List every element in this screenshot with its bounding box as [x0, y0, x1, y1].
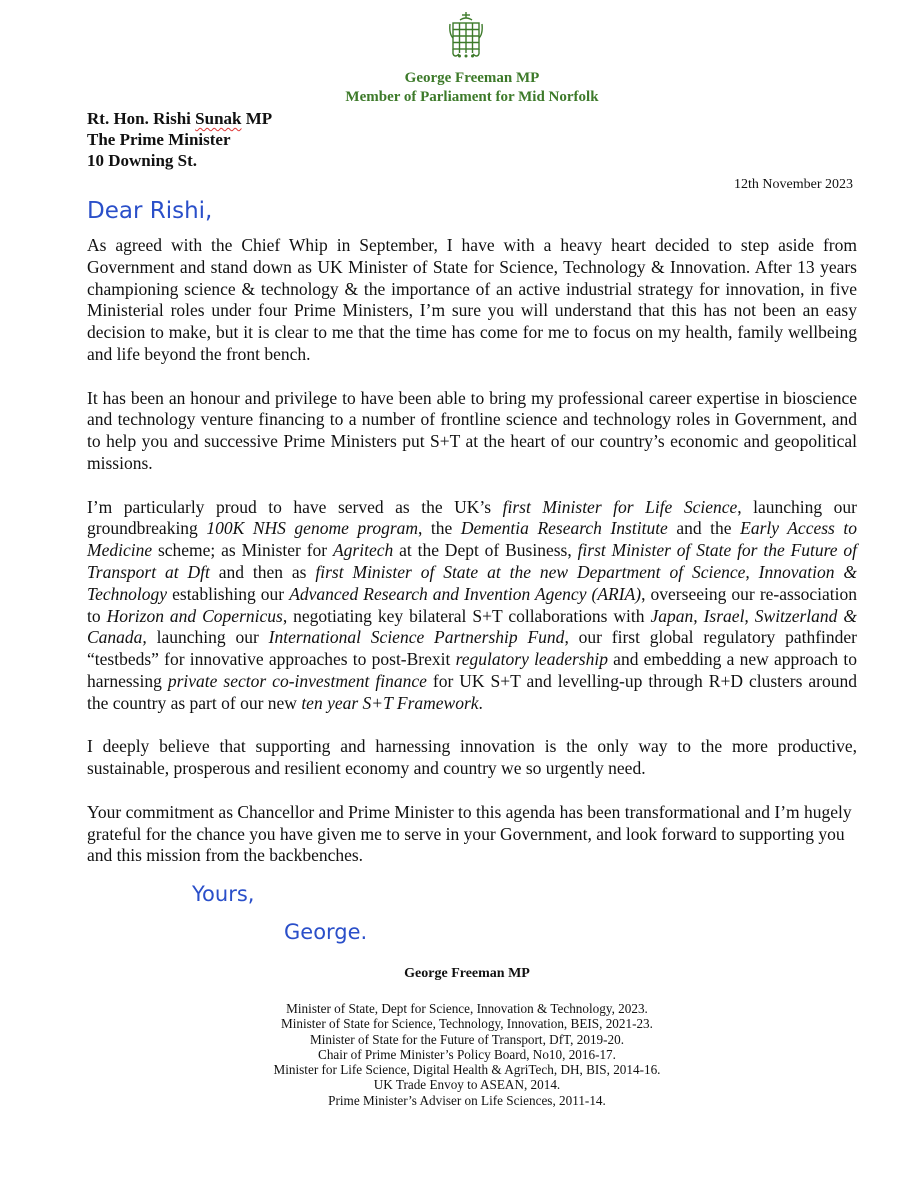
role-line: Prime Minister’s Adviser on Life Sciences, 2011-14. [328, 1092, 606, 1108]
spellcheck-underlined-word: Sunak [195, 109, 242, 128]
letterhead-title: Member of Parliament for Mid Norfolk [345, 89, 599, 105]
paragraph-2: It has been an honour and privilege to have been able to bring my professional career expertise in bioscience and technology venture financing to a number of frontline science and technology roles in Government, and to help you and successive Prime Ministers put S+T at the heart of our country’s economic and geopolitical missions. [87, 387, 857, 473]
role-line: Minister of State, Dept for Science, Innovation & Technology, 2023. [286, 1001, 648, 1016]
role-line: Minister of State for the Future of Transport, DfT, 2019-20. [309, 1031, 625, 1047]
addressee-line-2: The Prime Minister [87, 130, 231, 149]
roles-list [0, 1001, 924, 1108]
role-line: UK Trade Envoy to ASEAN, 2014. [373, 1077, 561, 1093]
handwritten-signature: George. [284, 920, 368, 944]
portcullis-crest-icon [448, 10, 484, 62]
paragraph-5: Your commitment as Chancellor and Prime Minister to this agenda has been transformational and I’m hugely grateful for the chance you have given me to serve in your Government, and look forward to supporting you and this mission from the backbenches. [87, 801, 852, 866]
handwritten-salutation: Dear Rishi, [87, 198, 213, 224]
role-line: Minister for Life Science, Digital Health & AgriTech, DH, BIS, 2014-16. [273, 1062, 661, 1078]
role-line: Minister of State for Science, Technology, Innovation, BEIS, 2021-23. [281, 1016, 653, 1032]
addressee-block [87, 108, 272, 171]
letter-date: 12th November 2023 [734, 177, 853, 192]
signatory-name: George Freeman MP [404, 966, 530, 981]
addressee-line-3: 10 Downing St. [87, 151, 198, 170]
role-line: Chair of Prime Minister’s Policy Board, No10, 2016-17. [318, 1046, 616, 1062]
addressee-line-1: Rt. Hon. Rishi Sunak MP [87, 109, 273, 128]
paragraph-1: As agreed with the Chief Whip in September, I have with a heavy heart decided to step aside from Government and stand down as UK Minister of State for Science, Technology & Innovation. After 13 years championing science & technology & the importance of an active industrial strategy for innovation, in five Ministerial roles under four Prime Ministers, I’m sure you will understand that this has not been an easy decision to make, but it is clear to me that the time has come for me to focus on my health, family wellbeing and life beyond the front bench. [87, 235, 857, 364]
letter-body [87, 235, 857, 889]
paragraph-4: I deeply believe that supporting and harnessing innovation is the only way to the more productive, sustainable, prosperous and resilient economy and country we so urgently need. [87, 736, 857, 779]
paragraph-3: I’m particularly proud to have served as the UK’s first Minister for Life Science, launching our groundbreaking 100K NHS genome program, the Dementia Research Institute and the Early Access to Medicine scheme; as Minister for Agritech at the Dept of Business, first Minister of State for the Future of Transport at Dft and then as first Minister of State at the new Department of Science, Innovation & Technology establishing our Advanced Research and Invention Agency (ARIA), overseeing our re-association to Horizon and Copernicus, negotiating key bilateral S+T collaborations with Japan, Israel, Switzerland & Canada, launching our International Science Partnership Fund, our first global regulatory pathfinder “testbeds” for innovative approaches to post-Brexit regulatory leadership and embedding a new approach to harnessing private sector co-investment finance for UK S+T and levelling-up through R+D clusters around the country as part of our new ten year S+T Framework. [87, 496, 858, 713]
letterhead-name: George Freeman MP [404, 70, 540, 86]
handwritten-closing: Yours, [192, 882, 255, 906]
